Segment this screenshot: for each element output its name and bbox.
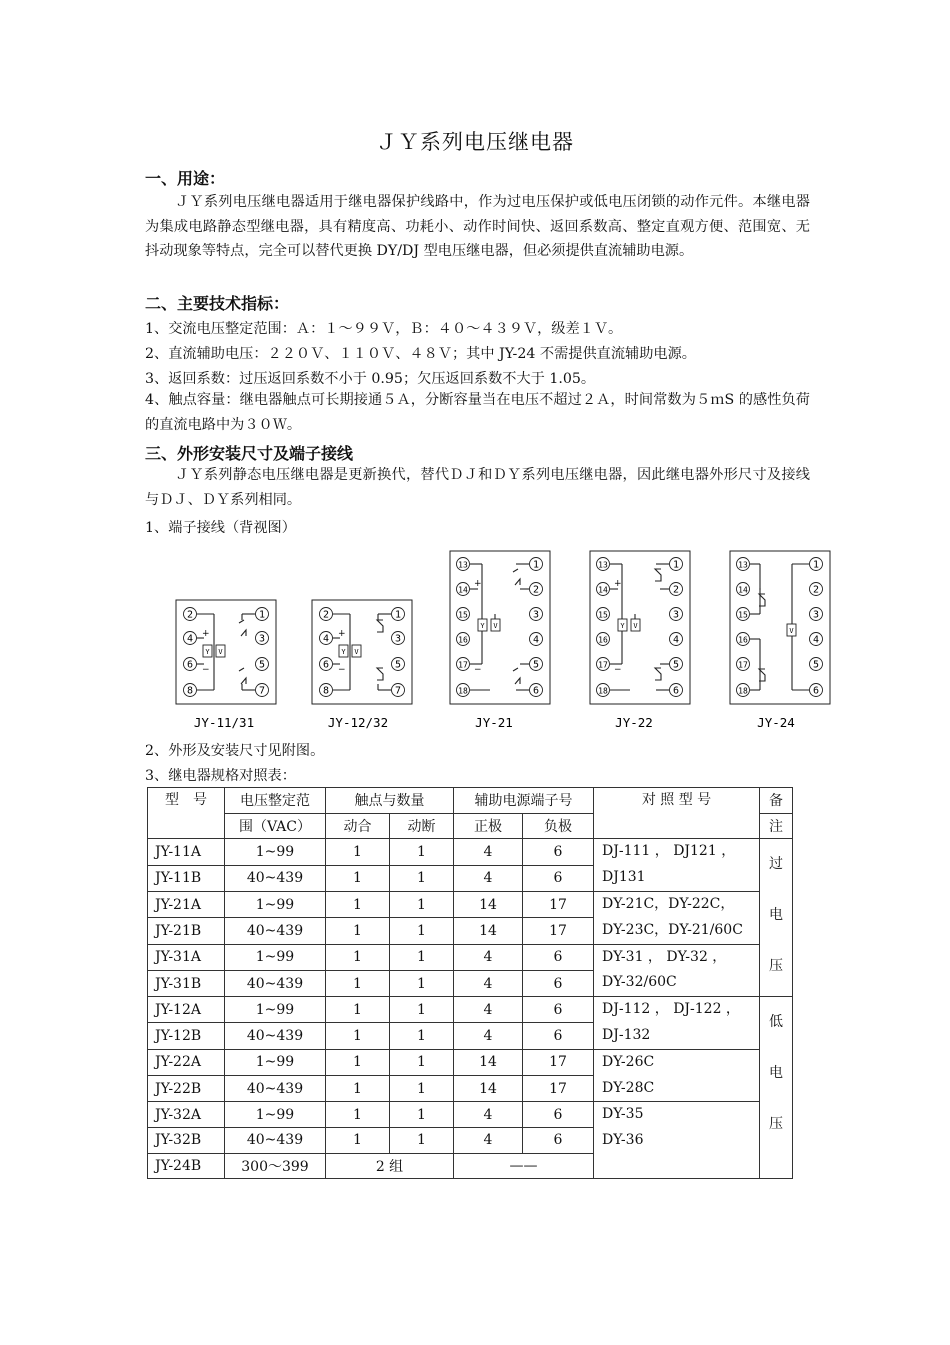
terminal-number: 4 (672, 634, 680, 646)
page-title: ＪＹ系列电压继电器 (376, 130, 574, 154)
cell-reference (594, 839, 760, 892)
terminal-number: 6 (186, 659, 194, 671)
relay-element-label: V (633, 622, 638, 630)
section-1-paragraph: ＪＹ系列电压继电器适用于继电器保护线路中，作为过电压保护或低电压闭锁的动作元件。本继电器为集成电路静态型继电器，具有精度高、功耗小、动作时间快、返回系数高、整定直观方便、范围宽、无抖动现象等特点，完全可以替代更换 DY/DJ 型电压继电器，但必须提供直流辅助电源。 (145, 194, 810, 260)
header-negative: 负极 (523, 813, 594, 839)
contact-symbol (377, 620, 383, 632)
relay-element-label: Y (480, 622, 485, 630)
terminal-number: 1 (672, 559, 680, 571)
relay-element-label: Y (205, 648, 210, 656)
cell-break: 1 (390, 1102, 454, 1128)
section-2-heading: 二、主要技术指标： (145, 294, 290, 313)
table-row (148, 891, 793, 917)
section-3-heading: 三、外形安装尺寸及端子接线 (145, 444, 354, 463)
terminal-number: 4 (532, 634, 540, 646)
terminal-number: 1 (258, 609, 266, 621)
reference-line: DY-31 ， DY-32 ， (602, 948, 727, 965)
terminal-number: 16 (458, 635, 468, 645)
cell-range: 1~99 (225, 1102, 326, 1128)
reference-line: DY-28C (602, 1079, 655, 1096)
header-positive: 正极 (454, 813, 523, 839)
section-3-paragraph: ＪＹ系列静态电压继电器是更新换代，替代ＤＪ和ＤＹ系列电压继电器，因此继电器外形尺寸及接线与ＤＪ、ＤＹ系列相同。 (145, 467, 810, 508)
terminal-number: 1 (812, 559, 820, 571)
polarity-plus: + (338, 629, 346, 639)
cell-make: 1 (326, 1076, 390, 1102)
cell-break: 1 (390, 1128, 454, 1154)
note-char: 压 (769, 1116, 783, 1133)
cell-negative: 6 (523, 839, 594, 865)
cell-range: 40~439 (225, 865, 326, 891)
terminal-number: 15 (598, 610, 608, 620)
cell-make: 1 (326, 944, 390, 970)
terminal-number: 16 (738, 635, 748, 645)
reference-line: DY-35 (602, 1106, 644, 1123)
cell-range: 40~439 (225, 1076, 326, 1102)
cell-note-overvoltage (760, 839, 793, 997)
terminal-number: 18 (738, 686, 748, 696)
relay-element-label: V (218, 648, 223, 656)
sub-heading-spec-table: 3、继电器规格对照表： (145, 768, 296, 784)
cell-break: 1 (390, 997, 454, 1023)
cell-model: JY-24B (148, 1153, 225, 1179)
cell-break: 1 (390, 944, 454, 970)
cell-range: 40~439 (225, 1128, 326, 1154)
cell-negative: 6 (523, 1128, 594, 1154)
cell-negative: 17 (523, 918, 594, 944)
terminal-number: 18 (598, 686, 608, 696)
terminal-number: 3 (812, 609, 820, 621)
cell-negative: 17 (523, 1049, 594, 1075)
cell-reference (594, 891, 760, 944)
cell-model: JY-31B (148, 970, 225, 996)
cell-reference (594, 1049, 760, 1102)
cell-negative: 6 (523, 944, 594, 970)
terminal-number: 16 (598, 635, 608, 645)
cell-make: 1 (326, 891, 390, 917)
cell-model: JY-22A (148, 1049, 225, 1075)
spec-item-1: 1、交流电压整定范围：Ａ：１～９９Ｖ，Ｂ：４０～４３９Ｖ，级差１Ｖ。 (145, 321, 623, 337)
header-note-line1: 备 (760, 788, 793, 814)
cell-reference (594, 1102, 760, 1179)
cell-break: 1 (390, 1023, 454, 1049)
polarity-minus: − (338, 665, 346, 675)
cell-model: JY-11B (148, 865, 225, 891)
cell-make: 1 (326, 839, 390, 865)
cell-range: 1~99 (225, 997, 326, 1023)
header-note-line2: 注 (760, 813, 793, 839)
cell-positive: 4 (454, 865, 523, 891)
terminal-number: 2 (186, 609, 194, 621)
cell-range: 1~99 (225, 944, 326, 970)
relay-back-panel (730, 551, 830, 704)
reference-line: DJ131 (602, 869, 646, 886)
spec-item-4: 4、触点容量：继电器触点可长期接通５Ａ，分断容量当在电压不超过２Ａ，时间常数为５ｍS 的感性负荷的直流电路中为３０Ｗ。 (145, 392, 810, 433)
cell-model: JY-21B (148, 918, 225, 944)
table-row (148, 1102, 793, 1128)
header-contacts: 触点与数量 (326, 788, 454, 814)
cell-break: 1 (390, 918, 454, 944)
table-row (148, 944, 793, 970)
cell-break: 1 (390, 1076, 454, 1102)
cell-positive: 4 (454, 839, 523, 865)
terminal-number: 4 (812, 634, 820, 646)
polarity-minus: − (474, 665, 482, 675)
contact-symbol (239, 620, 246, 636)
cell-model: JY-22B (148, 1076, 225, 1102)
terminal-number: 17 (458, 660, 468, 670)
polarity-minus: − (614, 665, 622, 675)
header-make: 动合 (326, 813, 390, 839)
cell-positive: 4 (454, 997, 523, 1023)
reference-line: DJ-132 (602, 1026, 651, 1043)
terminal-number: 15 (458, 610, 468, 620)
contact-symbol (655, 668, 661, 680)
header-break: 动断 (390, 813, 454, 839)
note-char: 低 (769, 1014, 783, 1031)
cell-model: JY-12A (148, 997, 225, 1023)
cell-negative: 6 (523, 865, 594, 891)
cell-positive: 4 (454, 1102, 523, 1128)
terminal-number: 8 (186, 685, 194, 697)
cell-negative: 17 (523, 1076, 594, 1102)
terminal-number: 5 (672, 659, 680, 671)
relay-element-label: Y (341, 648, 346, 656)
cell-aux-none: —— (454, 1153, 594, 1179)
terminal-number: 13 (598, 560, 608, 570)
header-reference-model: 对 照 型 号 (594, 788, 760, 839)
header-range-line1: 电压整定范 (225, 788, 326, 814)
cell-range: 40~439 (225, 1023, 326, 1049)
cell-positive: 4 (454, 970, 523, 996)
terminal-number: 3 (532, 609, 540, 621)
terminal-number: 15 (738, 610, 748, 620)
terminal-number: 5 (394, 659, 402, 671)
terminal-number: 6 (672, 685, 680, 697)
table-row (148, 1049, 793, 1075)
sub-heading-terminal-wiring: 1、端子接线（背视图） (145, 520, 296, 536)
cell-positive: 14 (454, 1076, 523, 1102)
cell-make: 1 (326, 865, 390, 891)
contact-symbol (513, 569, 520, 585)
cell-break: 1 (390, 891, 454, 917)
terminal-number: 13 (738, 560, 748, 570)
contact-symbol (239, 668, 246, 684)
terminal-number: 13 (458, 560, 468, 570)
cell-range: 300～399 (225, 1153, 326, 1179)
cell-positive: 4 (454, 944, 523, 970)
note-char: 压 (769, 958, 783, 975)
cell-model: JY-32A (148, 1102, 225, 1128)
terminal-number: 3 (258, 633, 266, 645)
polarity-minus: − (202, 665, 210, 675)
contact-symbol (513, 668, 520, 684)
terminal-number: 17 (738, 660, 748, 670)
header-model: 型 号 (148, 788, 225, 839)
diagram-label: JY-24 (757, 715, 795, 730)
relay-element-label: Y (620, 622, 625, 630)
cell-positive: 4 (454, 1128, 523, 1154)
cell-reference (594, 997, 760, 1050)
cell-model: JY-31A (148, 944, 225, 970)
polarity-plus: + (474, 579, 482, 589)
terminal-number: 8 (322, 685, 330, 697)
cell-positive: 14 (454, 1049, 523, 1075)
cell-break: 1 (390, 839, 454, 865)
note-char: 电 (769, 1065, 783, 1082)
reference-line: DY-21C，DY-22C， (602, 895, 735, 912)
cell-model: JY-12B (148, 1023, 225, 1049)
terminal-number: 6 (532, 685, 540, 697)
note-char: 电 (769, 907, 783, 924)
diagram-label: JY-21 (475, 715, 513, 730)
sub-heading-dimensions: 2、外形及安装尺寸见附图。 (145, 743, 325, 759)
terminal-number: 5 (532, 659, 540, 671)
cell-break: 1 (390, 865, 454, 891)
relay-element-label: V (354, 648, 359, 656)
terminal-number: 7 (258, 685, 266, 697)
terminal-number: 1 (532, 559, 540, 571)
terminal-number: 2 (812, 584, 820, 596)
terminal-number: 4 (186, 633, 194, 645)
cell-range: 1~99 (225, 839, 326, 865)
cell-positive: 4 (454, 1023, 523, 1049)
contact-symbol (377, 668, 383, 680)
cell-range: 40~439 (225, 918, 326, 944)
terminal-number: 1 (394, 609, 402, 621)
spec-item-3: 3、返回系数：过压返回系数不小于 0.95；欠压返回系数不大于 1.05。 (145, 371, 596, 387)
cell-make: 1 (326, 997, 390, 1023)
cell-reference (594, 944, 760, 997)
cell-make: 1 (326, 1049, 390, 1075)
spec-item-2: 2、直流辅助电压：２２０Ｖ、１１０Ｖ、４８Ｖ；其中 JY-24 不需提供直流辅助电源。 (145, 346, 696, 362)
header-range-line2: 围（VAC） (225, 813, 326, 839)
cell-model: JY-32B (148, 1128, 225, 1154)
diagram-label: JY-22 (615, 715, 653, 730)
terminal-number: 6 (812, 685, 820, 697)
polarity-plus: + (202, 629, 210, 639)
terminal-number: 6 (322, 659, 330, 671)
diagram-label: JY-12/32 (327, 715, 389, 730)
cell-range: 1~99 (225, 891, 326, 917)
section-1-heading: 一、用途： (145, 169, 226, 188)
terminal-number: 5 (258, 659, 266, 671)
cell-negative: 6 (523, 1102, 594, 1128)
reference-line: DJ-112 ， DJ-122 ， (602, 1001, 740, 1018)
cell-range: 1~99 (225, 1049, 326, 1075)
table-row (148, 839, 793, 865)
terminal-number: 4 (322, 633, 330, 645)
cell-negative: 17 (523, 891, 594, 917)
reference-line: DJ-111 ， DJ121 ， (602, 843, 736, 860)
cell-positive: 14 (454, 891, 523, 917)
terminal-number: 14 (458, 585, 468, 595)
terminal-number: 5 (812, 659, 820, 671)
terminal-number: 7 (394, 685, 402, 697)
cell-break: 1 (390, 970, 454, 996)
relay-element-label: V (789, 627, 794, 635)
header-aux-power: 辅助电源端子号 (454, 788, 594, 814)
terminal-number: 14 (598, 585, 608, 595)
terminal-number: 2 (672, 584, 680, 596)
terminal-number: 14 (738, 585, 748, 595)
cell-positive: 14 (454, 918, 523, 944)
reference-line: DY-36 (602, 1132, 644, 1149)
terminal-number: 2 (532, 584, 540, 596)
terminal-number: 18 (458, 686, 468, 696)
cell-make: 1 (326, 1102, 390, 1128)
relay-spec-table (147, 787, 793, 1179)
diagram-label: JY-11/31 (193, 715, 255, 730)
terminal-number: 2 (322, 609, 330, 621)
cell-note-undervoltage (760, 997, 793, 1179)
reference-line: DY-26C (602, 1053, 655, 1070)
cell-make: 1 (326, 1128, 390, 1154)
terminal-number: 3 (672, 609, 680, 621)
terminal-number: 3 (394, 633, 402, 645)
cell-make: 1 (326, 970, 390, 996)
cell-contacts: 2 组 (326, 1153, 454, 1179)
cell-negative: 6 (523, 997, 594, 1023)
reference-line: DY-23C，DY-21/60C (602, 921, 743, 938)
terminal-number: 17 (598, 660, 608, 670)
contact-symbol (655, 569, 661, 581)
table-row (148, 997, 793, 1023)
note-char: 过 (769, 856, 783, 873)
cell-make: 1 (326, 1023, 390, 1049)
reference-line: DY-32/60C (602, 974, 677, 991)
polarity-plus: + (614, 579, 622, 589)
cell-model: JY-21A (148, 891, 225, 917)
cell-break: 1 (390, 1049, 454, 1075)
cell-make: 1 (326, 918, 390, 944)
cell-range: 40~439 (225, 970, 326, 996)
cell-negative: 6 (523, 1023, 594, 1049)
cell-negative: 6 (523, 970, 594, 996)
cell-model: JY-11A (148, 839, 225, 865)
relay-element-label: V (493, 622, 498, 630)
